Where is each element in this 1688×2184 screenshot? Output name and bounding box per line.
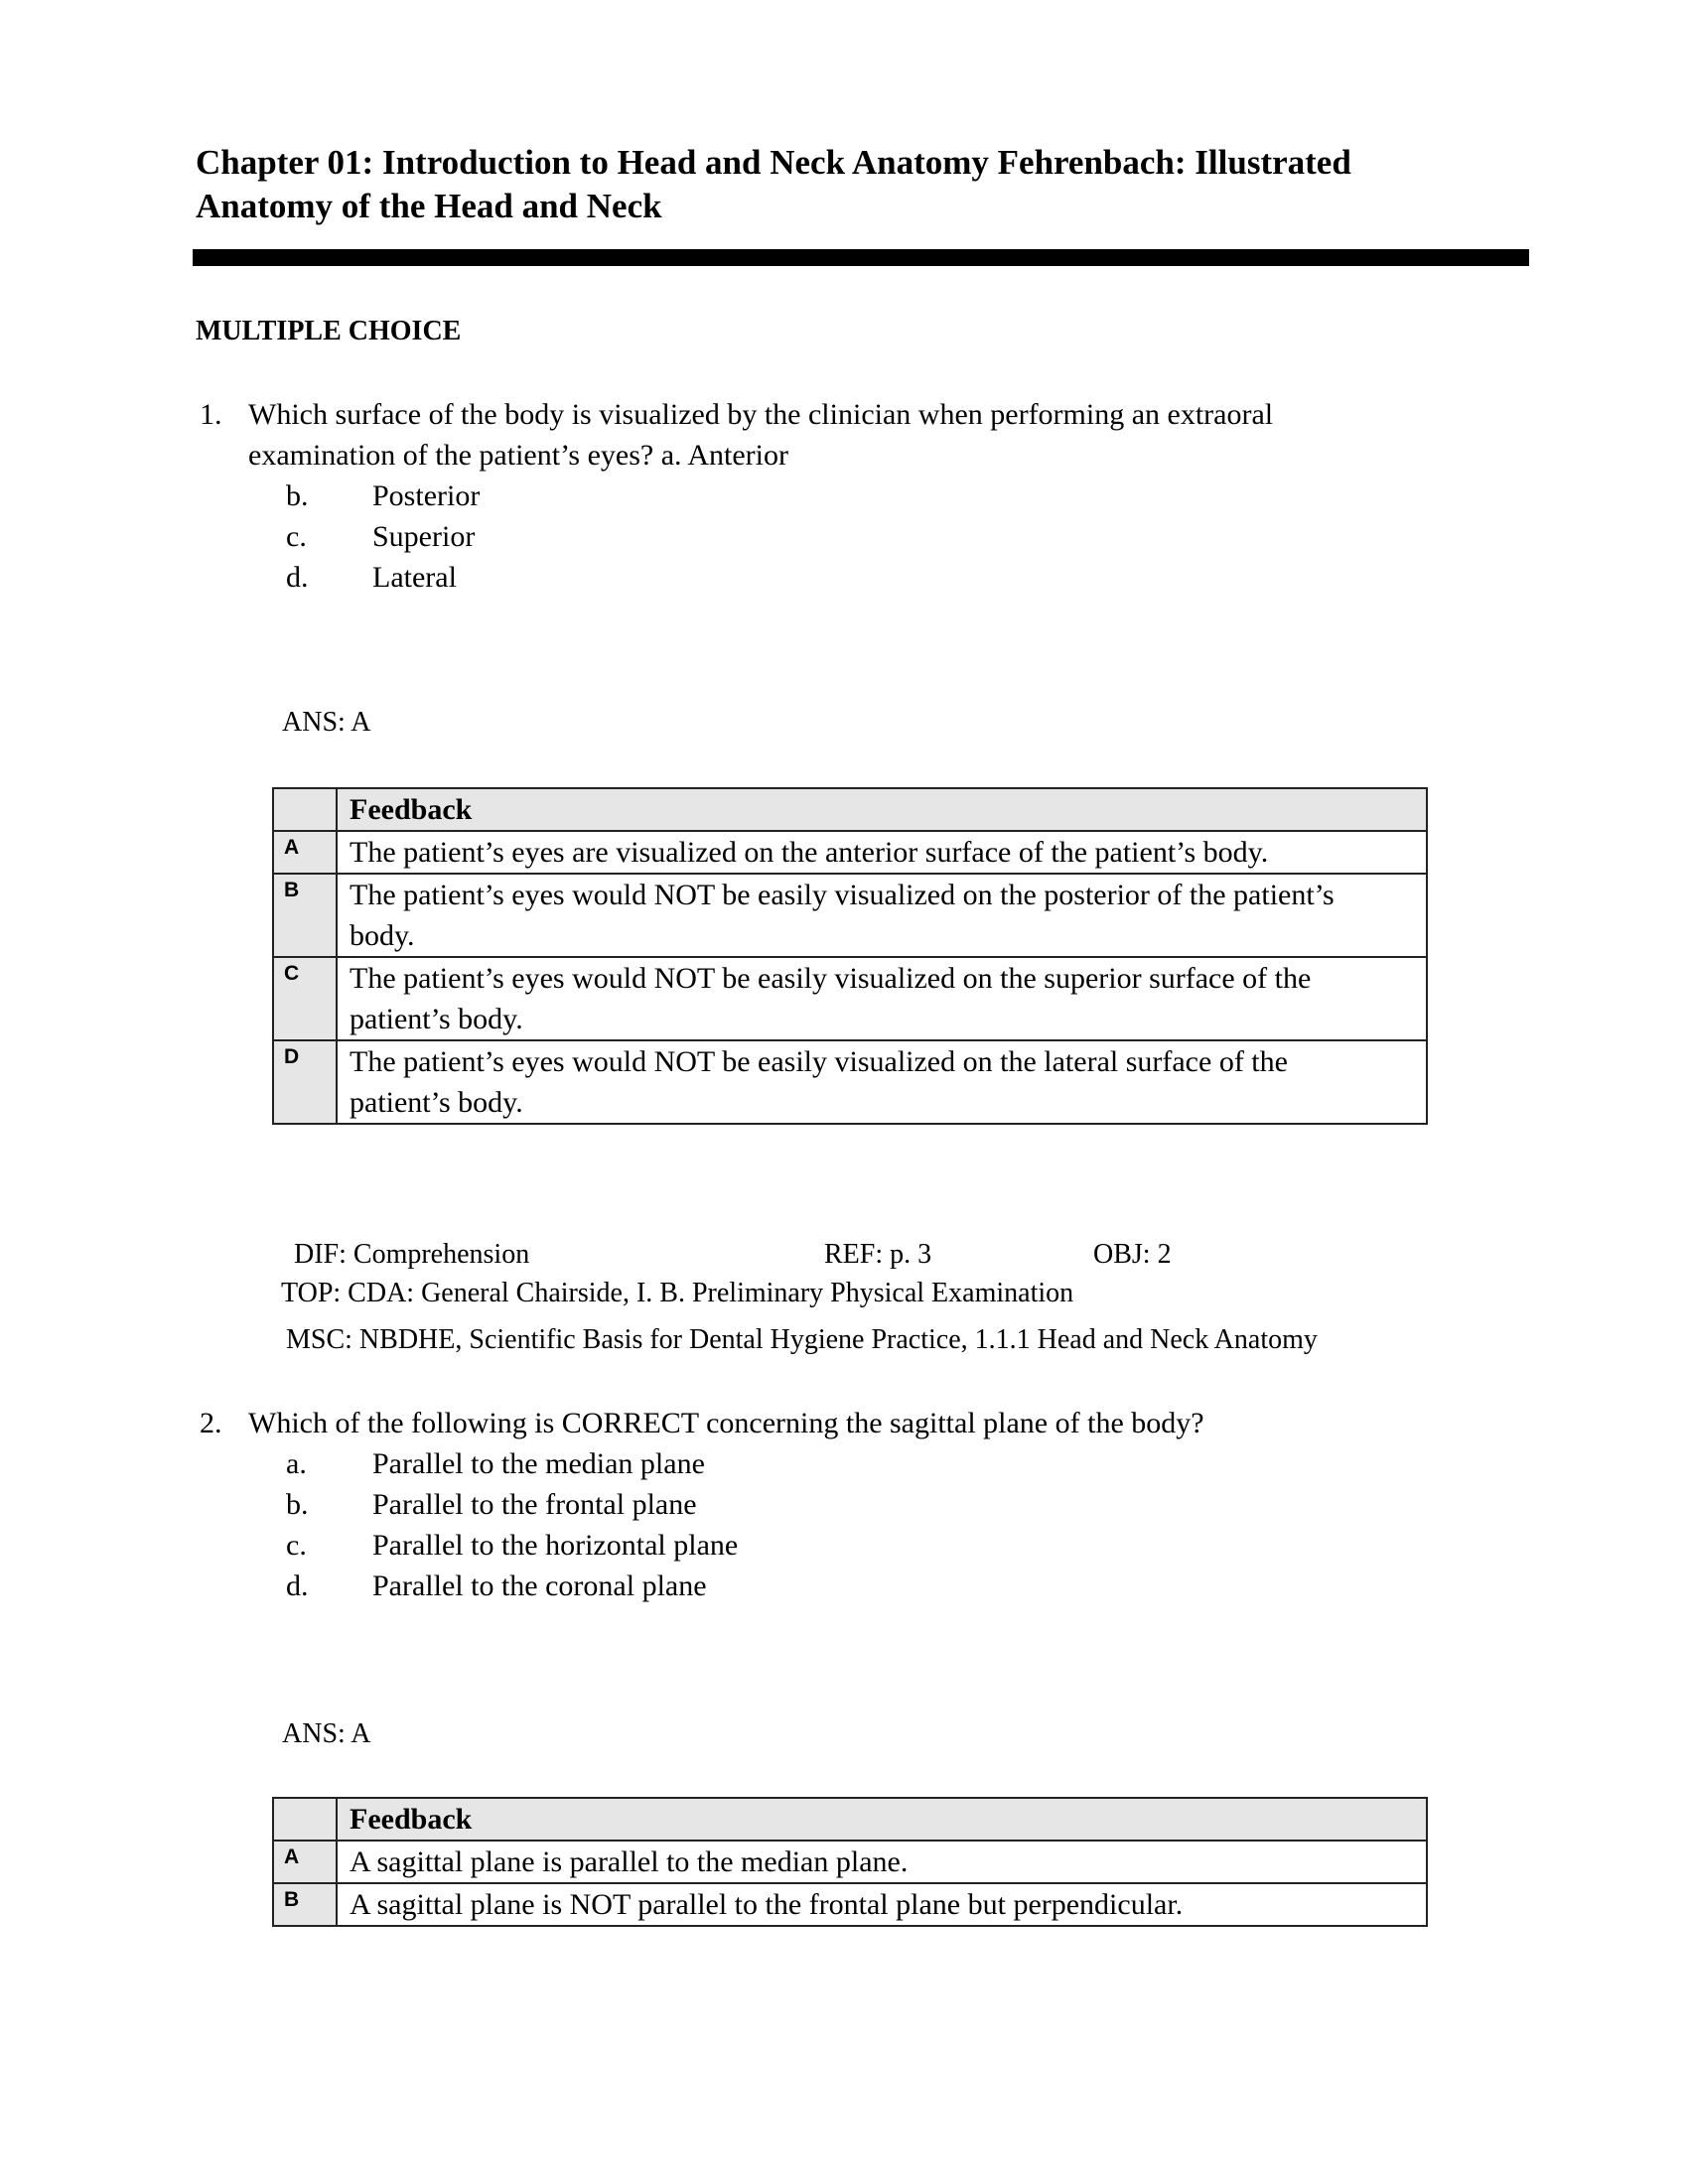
question-1 — [200, 394, 1490, 476]
option-text: Parallel to the horizontal plane — [372, 1529, 739, 1562]
option-text: Parallel to the coronal plane — [372, 1570, 707, 1602]
answer-label: ANS: A — [282, 707, 371, 738]
key-header-cell — [273, 788, 337, 831]
feedback-table-2 — [272, 1797, 1428, 1927]
question-number: 2. — [200, 1407, 222, 1439]
feedback-text: A sagittal plane is parallel to the median plane. — [337, 1841, 1427, 1883]
option-text: Superior — [372, 520, 476, 553]
feedback-text: The patient’s eyes would NOT be easily visualized on the posterior of the patient’s body. — [337, 874, 1427, 957]
meta-topic: TOP: CDA: General Chairside, I. B. Preliminary Physical Examination — [281, 1278, 1074, 1308]
feedback-header-row — [273, 788, 1427, 831]
option-letter: c. — [286, 520, 307, 553]
option-letter: b. — [286, 1488, 309, 1521]
feedback-text: A sagittal plane is NOT parallel to the frontal plane but perpendicular. — [337, 1883, 1427, 1926]
feedback-row — [273, 874, 1427, 957]
feedback-row — [273, 1883, 1427, 1926]
meta-misc: MSC: NBDHE, Scientific Basis for Dental Hygiene Practice, 1.1.1 Head and Neck Anatomy — [286, 1324, 1318, 1355]
feedback-text: The patient’s eyes would NOT be easily visualized on the lateral surface of the patient’s body. — [337, 1040, 1427, 1124]
key-header-cell — [273, 1798, 337, 1841]
question-number: 1. — [200, 398, 222, 431]
feedback-table-1 — [272, 787, 1428, 1125]
feedback-text: The patient’s eyes are visualized on the anterior surface of the patient’s body. — [337, 831, 1427, 874]
meta-reference: REF: p. 3 — [824, 1239, 932, 1270]
feedback-key: A — [273, 831, 337, 874]
option-letter: d. — [286, 1570, 309, 1602]
option-letter: d. — [286, 561, 309, 594]
option-text: Parallel to the median plane — [372, 1447, 705, 1480]
feedback-text: The patient’s eyes would NOT be easily visualized on the superior surface of the patient’s body. — [337, 957, 1427, 1040]
feedback-key: B — [273, 1883, 337, 1926]
feedback-header: Feedback — [337, 1798, 1427, 1841]
title-divider — [193, 249, 1529, 266]
question-text-line2: examination of the patient’s eyes? a. Anterior — [248, 439, 788, 472]
question-text-line1: Which surface of the body is visualized by the clinician when performing an extraoral — [248, 398, 1274, 431]
feedback-key: B — [273, 874, 337, 957]
option-text: Posterior — [372, 479, 481, 512]
feedback-row — [273, 957, 1427, 1040]
option-letter: c. — [286, 1529, 307, 1562]
section-heading: MULTIPLE CHOICE — [196, 316, 462, 346]
feedback-key: A — [273, 1841, 337, 1883]
option-letter: a. — [286, 1447, 307, 1480]
feedback-row — [273, 1040, 1427, 1124]
document-title: Chapter 01: Introduction to Head and Neck Anatomy Fehrenbach: Illustrated Anatomy of the Head and Neck — [196, 143, 1351, 225]
feedback-row — [273, 831, 1427, 874]
feedback-header-row — [273, 1798, 1427, 1841]
option-letter: b. — [286, 479, 309, 512]
answer-label: ANS: A — [282, 1718, 371, 1749]
feedback-key: D — [273, 1040, 337, 1124]
feedback-key: C — [273, 957, 337, 1040]
meta-objective: OBJ: 2 — [1093, 1239, 1172, 1270]
option-text: Parallel to the frontal plane — [372, 1488, 697, 1521]
meta-difficulty: DIF: Comprehension — [294, 1239, 530, 1270]
question-text-line1: Which of the following is CORRECT concerning the sagittal plane of the body? — [248, 1407, 1204, 1439]
option-text: Lateral — [372, 561, 457, 594]
feedback-row — [273, 1841, 1427, 1883]
feedback-header: Feedback — [337, 788, 1427, 831]
question-2 — [200, 1403, 1490, 1443]
